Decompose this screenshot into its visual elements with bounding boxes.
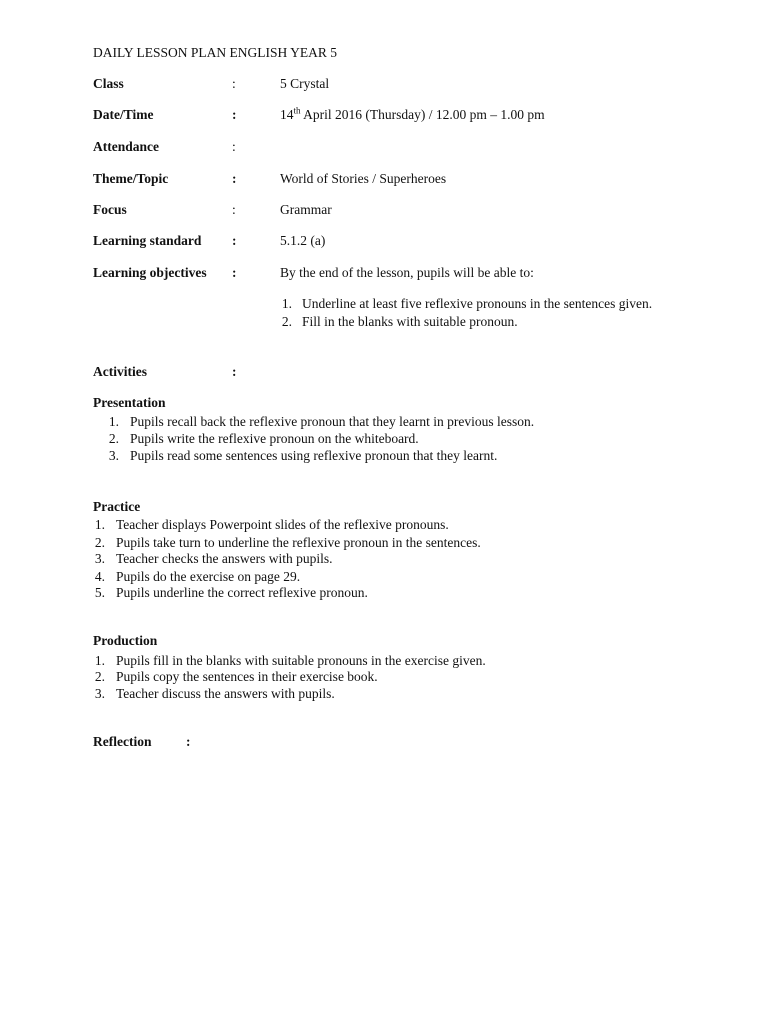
learning-standard-value: 5.1.2 (a)	[280, 233, 326, 248]
production-item: Teacher discuss the answers with pupils.	[116, 686, 335, 701]
attendance-colon: :	[232, 139, 236, 154]
practice-item: Teacher displays Powerpoint slides of the reflexive pronouns.	[116, 517, 449, 532]
document-title: DAILY LESSON PLAN ENGLISH YEAR 5	[93, 45, 338, 60]
practice-item: Teacher checks the answers with pupils.	[116, 551, 333, 566]
attendance-label: Attendance	[93, 139, 159, 154]
class-value: 5 Crystal	[280, 76, 330, 91]
practice-number: 5.	[94, 585, 105, 600]
class-label: Class	[93, 76, 124, 91]
theme-value: World of Stories / Superheroes	[280, 171, 447, 186]
practice-number: 2.	[94, 535, 105, 550]
learning-standard-label: Learning standard	[93, 233, 202, 248]
datetime-day: 14	[280, 107, 294, 122]
presentation-number: 1.	[108, 414, 119, 429]
practice-item: Pupils take turn to underline the reflexive pronoun in the sentences.	[116, 535, 481, 550]
focus-colon: :	[232, 202, 236, 217]
production-item: Pupils fill in the blanks with suitable pronouns in the exercise given.	[116, 653, 486, 668]
presentation-number: 2.	[108, 431, 119, 446]
datetime-day-suffix: th	[293, 105, 301, 116]
practice-item: Pupils do the exercise on page 29.	[116, 569, 301, 584]
objective-item: Underline at least five reflexive pronouns in the sentences given.	[302, 296, 653, 311]
presentation-heading: Presentation	[93, 395, 166, 410]
reflection-label: Reflection	[93, 734, 152, 749]
practice-number: 1.	[94, 517, 105, 532]
reflection-colon: :	[186, 734, 191, 749]
objective-item: Fill in the blanks with suitable pronoun.	[302, 314, 518, 329]
practice-number: 4.	[94, 569, 105, 584]
theme-label: Theme/Topic	[93, 171, 169, 186]
datetime-value	[280, 107, 545, 123]
learning-objectives-label: Learning objectives	[93, 265, 207, 280]
focus-value: Grammar	[280, 202, 332, 217]
presentation-item: Pupils write the reflexive pronoun on the whiteboard.	[130, 431, 419, 446]
production-item: Pupils copy the sentences in their exercise book.	[116, 669, 378, 684]
practice-number: 3.	[94, 551, 105, 566]
presentation-item: Pupils recall back the reflexive pronoun that they learnt in previous lesson.	[130, 414, 535, 429]
focus-label: Focus	[93, 202, 127, 217]
presentation-number: 3.	[108, 448, 119, 463]
objective-number: 2.	[281, 314, 292, 329]
production-number: 1.	[94, 653, 105, 668]
class-colon: :	[232, 76, 236, 91]
production-heading: Production	[93, 633, 158, 648]
learning-objectives-colon: :	[232, 265, 237, 280]
learning-objectives-intro: By the end of the lesson, pupils will be able to:	[280, 265, 534, 280]
presentation-item: Pupils read some sentences using reflexive pronoun that they learnt.	[130, 448, 498, 463]
objective-number: 1.	[281, 296, 292, 311]
activities-label: Activities	[93, 364, 147, 379]
datetime-colon: :	[232, 107, 237, 122]
theme-colon: :	[232, 171, 237, 186]
activities-colon: :	[232, 364, 237, 379]
production-number: 2.	[94, 669, 105, 684]
practice-heading: Practice	[93, 499, 141, 514]
datetime-rest: April 2016 (Thursday) / 12.00 pm – 1.00 pm	[300, 107, 545, 122]
production-number: 3.	[94, 686, 105, 701]
datetime-label: Date/Time	[93, 107, 154, 122]
practice-item: Pupils underline the correct reflexive pronoun.	[116, 585, 368, 600]
learning-standard-colon: :	[232, 233, 237, 248]
